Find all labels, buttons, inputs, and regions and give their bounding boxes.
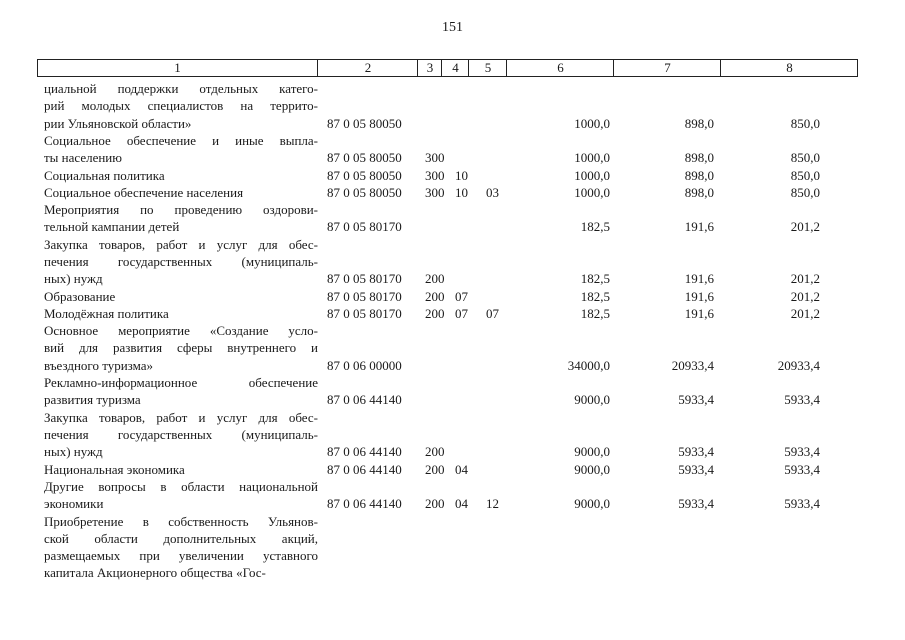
amount-col-6: 182,5 [580, 288, 610, 304]
amount-col-6: 1000,0 [574, 184, 610, 200]
row-description [44, 374, 318, 409]
budget-code: 87 0 05 80170 [327, 219, 402, 235]
description-line: Образование [44, 288, 116, 304]
description-line: ных) нужд [44, 271, 103, 287]
expense-type: 300 [425, 167, 445, 183]
expense-type: 300 [425, 184, 445, 200]
amount-col-7: 20933,4 [671, 357, 714, 373]
amount-col-8: 850,0 [790, 167, 820, 183]
amount-col-7: 191,6 [684, 288, 714, 304]
amount-col-7: 898,0 [684, 150, 714, 166]
column-header-8: 8 [720, 60, 858, 76]
description-line: Молодёжная политика [44, 305, 169, 321]
description-line: тельной кампании детей [44, 219, 180, 235]
table-row [0, 132, 905, 167]
description-line: размещаемых при увеличении уставного [44, 548, 318, 564]
section: 04 [455, 461, 468, 477]
row-description [44, 167, 318, 184]
description-line: Национальная экономика [44, 461, 185, 477]
amount-col-6: 9000,0 [574, 444, 610, 460]
column-header-5: 5 [468, 60, 507, 76]
table-row [0, 409, 905, 461]
row-description [44, 236, 318, 288]
budget-code: 87 0 06 44140 [327, 461, 402, 477]
description-line: Социальное обеспечение населения [44, 184, 244, 200]
amount-col-7: 5933,4 [678, 444, 714, 460]
amount-col-8: 201,2 [790, 219, 820, 235]
amount-col-7: 191,6 [684, 305, 714, 321]
amount-col-8: 850,0 [790, 184, 820, 200]
amount-col-7: 898,0 [684, 184, 714, 200]
page-number: 151 [442, 20, 463, 35]
row-description [44, 461, 318, 478]
description-line: Приобретение в собственность Ульянов- [44, 513, 318, 529]
description-line: капитала Акционерного общества «Гос- [44, 565, 266, 581]
expense-type: 300 [425, 150, 445, 166]
row-description [44, 478, 318, 513]
column-header-3: 3 [417, 60, 442, 76]
row-description [44, 409, 318, 461]
description-line: Социальное обеспечение и иные выпла- [44, 132, 318, 148]
row-description [44, 184, 318, 201]
description-line: печения государственных (муниципаль- [44, 426, 318, 442]
amount-col-8: 5933,4 [784, 444, 820, 460]
column-header-2: 2 [317, 60, 418, 76]
description-line: Закупка товаров, работ и услуг для обес- [44, 236, 318, 252]
amount-col-7: 5933,4 [678, 496, 714, 512]
amount-col-6: 182,5 [580, 219, 610, 235]
table-row [0, 167, 905, 184]
amount-col-8: 20933,4 [777, 357, 820, 373]
description-line: ты населению [44, 150, 122, 166]
row-description [44, 288, 318, 305]
budget-code: 87 0 05 80050 [327, 150, 402, 166]
budget-code: 87 0 06 00000 [327, 357, 402, 373]
row-description [44, 80, 318, 132]
expense-type: 200 [425, 288, 445, 304]
budget-code: 87 0 05 80050 [327, 167, 402, 183]
row-description [44, 201, 318, 236]
amount-col-7: 5933,4 [678, 461, 714, 477]
table-row [0, 236, 905, 288]
expense-type: 200 [425, 461, 445, 477]
amount-col-7: 191,6 [684, 271, 714, 287]
description-line: вий для развития сферы внутреннего и [44, 340, 318, 356]
table-row [0, 184, 905, 201]
amount-col-7: 898,0 [684, 167, 714, 183]
amount-col-6: 1000,0 [574, 115, 610, 131]
budget-code: 87 0 06 44140 [327, 392, 402, 408]
section: 10 [455, 167, 468, 183]
subsection: 07 [486, 305, 499, 321]
amount-col-8: 201,2 [790, 305, 820, 321]
budget-code: 87 0 05 80050 [327, 115, 402, 131]
section: 04 [455, 496, 468, 512]
amount-col-7: 898,0 [684, 115, 714, 131]
budget-code: 87 0 05 80170 [327, 288, 402, 304]
amount-col-6: 182,5 [580, 305, 610, 321]
expense-type: 200 [425, 496, 445, 512]
budget-code: 87 0 06 44140 [327, 496, 402, 512]
amount-col-8: 201,2 [790, 288, 820, 304]
subsection: 03 [486, 184, 499, 200]
amount-col-7: 191,6 [684, 219, 714, 235]
description-line: циальной поддержки отдельных катего- [44, 81, 318, 96]
expense-type: 200 [425, 305, 445, 321]
table-row [0, 201, 905, 236]
description-line: Социальная политика [44, 167, 165, 183]
section: 07 [455, 288, 468, 304]
budget-code: 87 0 05 80170 [327, 305, 402, 321]
description-line: рии Ульяновской области» [44, 115, 192, 131]
amount-col-8: 5933,4 [784, 392, 820, 408]
description-line: Мероприятия по проведению оздорови- [44, 202, 318, 218]
amount-col-6: 9000,0 [574, 392, 610, 408]
expense-type: 200 [425, 271, 445, 287]
table-row [0, 305, 905, 322]
expense-type: 200 [425, 444, 445, 460]
table-row [0, 374, 905, 409]
amount-col-8: 5933,4 [784, 461, 820, 477]
amount-col-6: 1000,0 [574, 167, 610, 183]
amount-col-8: 850,0 [790, 115, 820, 131]
amount-col-6: 34000,0 [567, 357, 610, 373]
table-row [0, 461, 905, 478]
description-line: Другие вопросы в области национальной [44, 478, 318, 494]
description-line: Закупка товаров, работ и услуг для обес- [44, 409, 318, 425]
amount-col-6: 9000,0 [574, 496, 610, 512]
description-line: печения государственных (муниципаль- [44, 253, 318, 269]
column-header-6: 6 [506, 60, 614, 76]
table-row [0, 513, 905, 582]
amount-col-8: 201,2 [790, 271, 820, 287]
description-line: ской области дополнительных акций, [44, 530, 318, 546]
description-line: ных) нужд [44, 444, 103, 460]
table-row [0, 478, 905, 513]
row-description [44, 513, 318, 582]
section: 10 [455, 184, 468, 200]
row-description [44, 132, 318, 167]
amount-col-6: 182,5 [580, 271, 610, 287]
section: 07 [455, 305, 468, 321]
description-line: развития туризма [44, 392, 141, 408]
row-description [44, 305, 318, 322]
amount-col-8: 850,0 [790, 150, 820, 166]
table-row [0, 80, 905, 132]
column-header-7: 7 [613, 60, 721, 76]
row-description [44, 322, 318, 374]
amount-col-7: 5933,4 [678, 392, 714, 408]
column-header-4: 4 [441, 60, 469, 76]
description-line: въездного туризма» [44, 357, 154, 373]
column-header-1: 1 [174, 60, 181, 75]
budget-code: 87 0 06 44140 [327, 444, 402, 460]
amount-col-8: 5933,4 [784, 496, 820, 512]
description-line: рий молодых специалистов на террито- [44, 98, 318, 114]
description-line: Рекламно-информационное обеспечение [44, 375, 318, 391]
description-line: экономики [44, 496, 104, 512]
budget-code: 87 0 05 80050 [327, 184, 402, 200]
subsection: 12 [486, 496, 499, 512]
amount-col-6: 9000,0 [574, 461, 610, 477]
budget-code: 87 0 05 80170 [327, 271, 402, 287]
table-row [0, 322, 905, 374]
amount-col-6: 1000,0 [574, 150, 610, 166]
description-line: Основное мероприятие «Создание усло- [44, 323, 318, 339]
table-row [0, 288, 905, 305]
